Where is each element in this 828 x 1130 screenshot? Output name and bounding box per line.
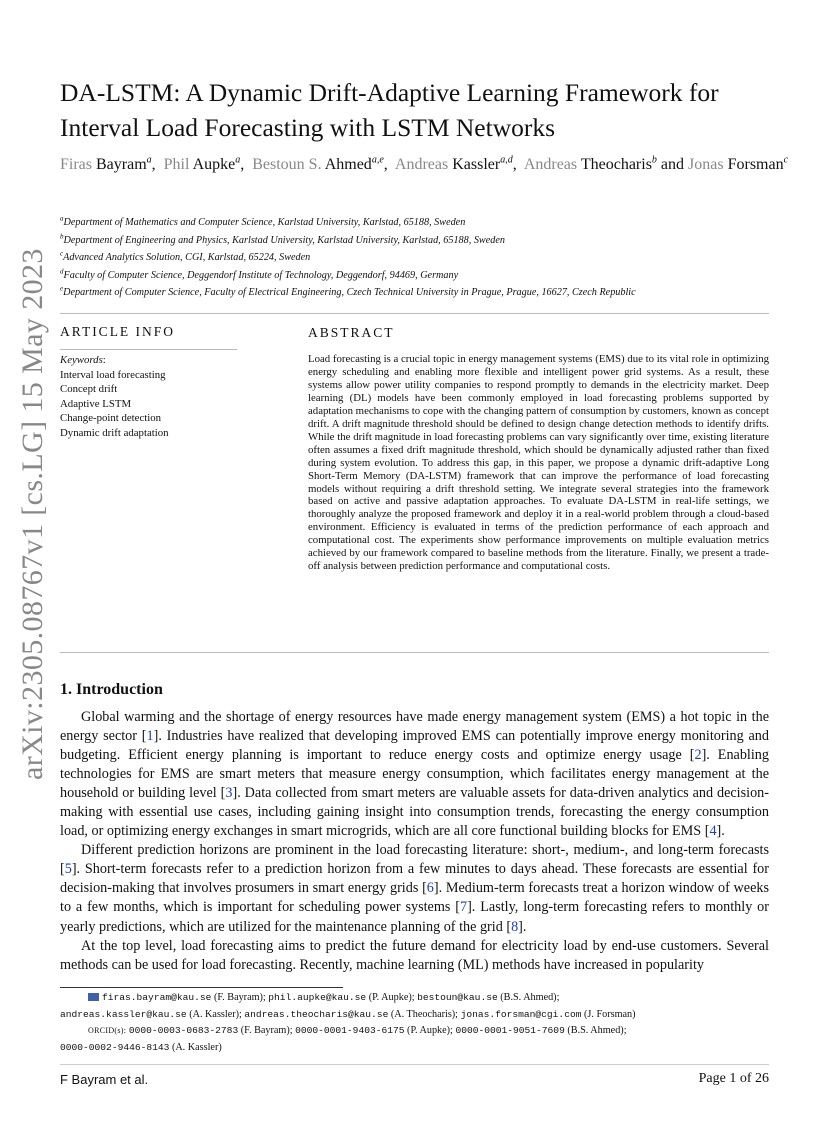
author-family-name: Theocharis — [580, 156, 652, 173]
citation-ref: 4 — [709, 823, 717, 840]
footnote-text: (F. Bayram); — [211, 992, 269, 1003]
affiliation-text: Advanced Analytics Solution, CGI, Karlstad, 65224, Sweden — [63, 252, 311, 263]
paragraph-text: ]. Short-term forecasts refer to a prediction horizon from a few minutes to days ahead. These forecasts are essential for decision-making that involves prosumers in smart energy grids [ — [60, 861, 769, 897]
paragraph-text: ]. — [716, 823, 725, 840]
author-name — [395, 156, 513, 173]
intro-paragraph — [60, 937, 769, 975]
footnote-identifier: 0000-0001-9403-6175 — [295, 1025, 405, 1037]
keywords-label: Keywords — [60, 354, 103, 366]
author-affiliation-marker: a,e — [371, 154, 384, 166]
keywords-label-line: Keywords: — [60, 354, 106, 366]
top-rule — [60, 313, 769, 314]
title-line-2: Interval Load Forecasting with LSTM Networks — [60, 113, 556, 142]
footnote-email-line-2 — [60, 1007, 772, 1024]
affiliation-text: Faculty of Computer Science, Deggendorf Institute of Technology, Deggendorf, 94469, Germany — [63, 269, 459, 281]
author-separator: , — [240, 156, 245, 173]
affiliation-text: Department of Computer Science, Faculty of Electrical Engineering, Czech Technical University in Prague, Prague, 16627, Czech Republic — [63, 287, 636, 298]
author-given-name: Andreas — [394, 156, 449, 173]
keyword-item: Interval load forecasting — [60, 368, 166, 381]
author-given-name: Phil — [163, 156, 190, 173]
paragraph-text: Different prediction horizons are prominent in the load forecasting literature: short-, medium-, and long-term forecasts [ — [60, 842, 769, 878]
author-family-name: Kassler — [452, 156, 501, 173]
affiliation-item — [60, 249, 790, 267]
author-family-name: Ahmed — [324, 156, 372, 173]
paragraph-text: ]. Lastly, long-term forecasting refers to monthly or yearly predictions, which are utilized for the maintenance planning of the grid [ — [60, 899, 769, 935]
title-line-1: DA-LSTM: A Dynamic Drift-Adaptive Learning Framework for — [60, 78, 719, 107]
author-name — [524, 156, 657, 173]
author-name — [252, 156, 384, 173]
author-separator: , — [383, 156, 388, 173]
abstract-bottom-rule — [60, 652, 769, 653]
footnote-text: (B.S. Ahmed); — [497, 992, 560, 1003]
author-given-name: Firas — [60, 156, 92, 173]
intro-paragraph — [60, 708, 769, 841]
footnote-identifier: 0000-0002-9446-8143 — [60, 1041, 170, 1053]
affiliation-item — [60, 267, 790, 285]
author-name — [164, 156, 241, 173]
footnote-text: (A. Theocharis); — [388, 1008, 461, 1020]
citation-ref: 2 — [694, 747, 702, 764]
author-family-name: Bayram — [96, 156, 147, 173]
affiliation-marker: a — [60, 214, 64, 223]
abstract-text: Load forecasting is a crucial topic in energy management systems (EMS) due to its vital role in optimizing energy scheduling and enabling more flexible and intelligent power grid systems. As a result, these systems allow power utility companies to respond promptly to demands in the electricity market. Deep learning (DL) models have been commonly employed in load forecasting problems supported by adaptation mechanisms to cope with the changing pattern of consumption by customers, known as concept drift. A drift magnitude threshold should be defined to design change detection methods to identify drifts. While the drift magnitude in load forecasting problems can vary significantly over time, existing literature often assumes a fixed drift magnitude threshold, which should be dynamically adjusted rather than fixed during system evolution. To address this gap, in this paper, we propose a dynamic drift-adaptive Long Short-Term Memory (DA-LSTM) framework that can improve the performance of load forecasting models without requiring a drift threshold setting. We integrate several strategies into the framework based on active and passive adaptation approaches. To evaluate DA-LSTM in real-life settings, we thoroughly analyze the proposed framework and deploy it in a real-world problem through a cloud-based environment. Efficiency is evaluated in terms of the prediction performance of each approach and computational cost. The experiments show performance improvements on multiple evaluation metrics achieved by our framework compared to baseline methods from the literature. Finally, we present a trade-off analysis between prediction performance and computational costs. — [308, 353, 769, 573]
citation-ref: 6 — [426, 880, 434, 897]
author-affiliation-marker: b — [651, 154, 657, 166]
author-and: and — [660, 156, 685, 173]
affiliation-item — [60, 232, 790, 250]
running-author-footer: F Bayram et al. — [60, 1072, 149, 1087]
affiliation-item — [60, 284, 790, 302]
affiliation-marker: d — [60, 267, 64, 276]
footnote-text: (F. Bayram); — [238, 1025, 296, 1037]
citation-ref: 5 — [64, 861, 72, 878]
paragraph-text: ]. — [518, 918, 527, 935]
author-affiliation-marker: a — [235, 154, 241, 166]
footnote-orcid-line-1 — [60, 1023, 772, 1040]
author-family-name: Aupke — [192, 156, 236, 173]
author-separator: , — [512, 156, 517, 173]
paragraph-text: ]. Enabling technologies for EMS are smart meters that measure energy consumption, which facilitates energy management at the household or building level [ — [60, 747, 769, 802]
author-name — [688, 156, 788, 173]
article-info-rule — [60, 349, 237, 350]
footnote-orcid-line-2 — [60, 1040, 772, 1057]
intro-paragraph — [60, 841, 769, 936]
citation-ref: 7 — [459, 899, 468, 916]
orcid-label: ORCID(s): — [88, 1026, 127, 1036]
footnote-identifier: 0000-0003-0683-2783 — [128, 1025, 239, 1037]
paragraph-text: ]. Data collected from smart meters are valuable assets for data-driven analytics and decision-making with essential use cases, including gaining insight into consumption trends, forecasting the energy consumption load, or optimizing energy exchanges in smart microgrids, which are all core functional building blocks for EMS [ — [60, 785, 769, 840]
author-affiliation-marker: a,d — [500, 154, 513, 166]
paragraph-text: ]. Industries have realized that developing improved EMS can potentially improve energy monitoring and budgeting. Efficient energy planning is important to reduce energy costs and optimize energy usage [ — [60, 728, 769, 764]
author-separator: , — [151, 156, 156, 173]
paragraph-text: At the top level, load forecasting aims to predict the future demand for electricity load by end-use customers. Several methods can be used for load forecasting. Recently, machine learning (ML) methods have increased in popularity — [60, 937, 769, 973]
footnote-text: (A. Kassler); — [186, 1008, 245, 1020]
keyword-item: Concept drift — [60, 383, 118, 396]
affiliation-list — [60, 214, 790, 302]
footer-rule — [60, 1064, 769, 1065]
footnote-identifier: firas.bayram@kau.se — [102, 992, 212, 1003]
affiliation-marker: c — [60, 249, 64, 258]
paragraph-text: ]. Medium-term forecasts treat a horizon window of weeks to a few months, which is important for scheduling power systems [ — [60, 880, 769, 916]
citation-ref: 8 — [511, 918, 519, 935]
footnote-identifier: bestoun@kau.se — [417, 992, 498, 1003]
arxiv-identifier-stamp: arXiv:2305.08767v1 [cs.LG] 15 May 2023 — [16, 248, 49, 780]
footnote-contacts — [60, 990, 772, 1056]
keyword-item: Change-point detection — [60, 412, 162, 425]
abstract-heading: ABSTRACT — [308, 325, 395, 340]
keywords-list — [60, 368, 260, 441]
footnote-identifier: andreas.theocharis@kau.se — [244, 1008, 389, 1020]
footnote-identifier: phil.aupke@kau.se — [268, 992, 367, 1003]
affiliation-item — [60, 214, 790, 232]
footnote-text: (A. Kassler) — [169, 1041, 222, 1053]
affiliation-text: Department of Engineering and Physics, Karlstad University, Karlstad University, Karlstad, 65188, Sweden — [63, 234, 505, 246]
footnote-text: (P. Aupke); — [404, 1025, 456, 1037]
footnote-text: (J. Forsman) — [581, 1008, 636, 1020]
envelope-icon — [88, 993, 99, 1001]
footnote-email-line-1 — [60, 990, 772, 1007]
footnote-identifier: 0000-0001-9051-7609 — [455, 1025, 565, 1037]
author-affiliation-marker: a — [146, 154, 152, 166]
footnote-text: (P. Aupke); — [366, 992, 418, 1003]
author-given-name: Bestoun S. — [252, 156, 322, 173]
author-family-name: Forsman — [727, 156, 784, 173]
paper-title — [60, 75, 780, 145]
introduction-body — [60, 708, 769, 975]
citation-ref: 1 — [146, 728, 154, 745]
footnote-identifier: andreas.kassler@kau.se — [60, 1008, 187, 1020]
footnote-identifier: jonas.forsman@cgi.com — [460, 1008, 582, 1020]
article-info-heading: ARTICLE INFO — [60, 324, 176, 339]
author-given-name: Andreas — [523, 156, 578, 173]
affiliation-text: Department of Mathematics and Computer Science, Karlstad University, Karlstad, 65188, Sweden — [63, 217, 466, 228]
author-list — [60, 154, 790, 176]
citation-ref: 3 — [225, 785, 233, 802]
keyword-item: Dynamic drift adaptation — [60, 426, 169, 439]
author-affiliation-marker: c — [783, 154, 789, 166]
keyword-item: Adaptive LSTM — [60, 397, 132, 410]
author-given-name: Jonas — [688, 156, 724, 173]
affiliation-marker: e — [60, 284, 64, 293]
footnote-text: (B.S. Ahmed); — [564, 1025, 627, 1037]
paragraph-text: Global warming and the shortage of energy resources have made energy management system (EMS) a hot topic in the energy sector [ — [60, 709, 769, 745]
section-heading-introduction: 1. Introduction — [60, 681, 163, 698]
footnote-rule — [60, 987, 343, 988]
author-name — [60, 156, 152, 173]
keywords-block — [60, 353, 260, 441]
affiliation-marker: b — [60, 232, 64, 241]
page-number: Page 1 of 26 — [698, 1071, 769, 1086]
